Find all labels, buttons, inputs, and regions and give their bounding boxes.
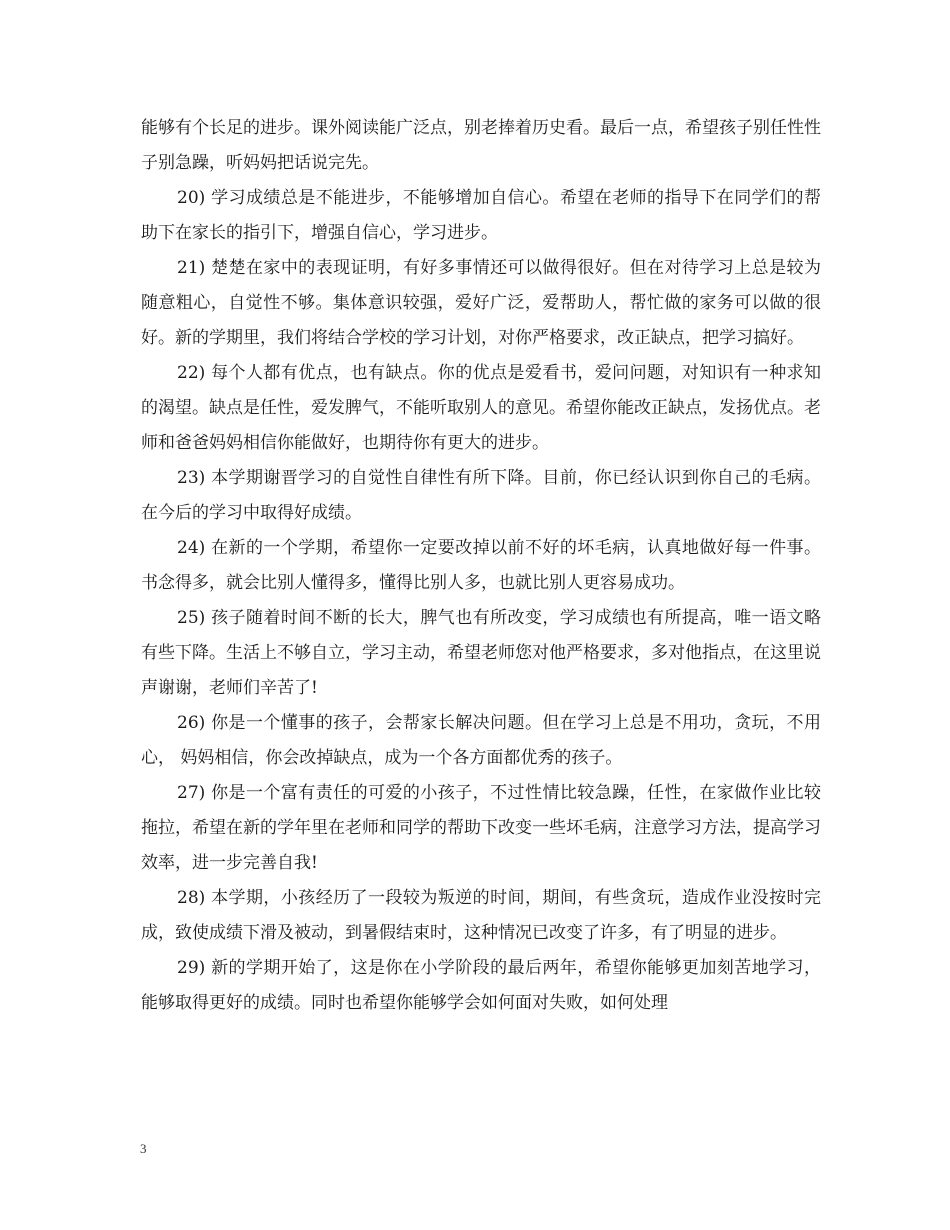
paragraph: 21) 楚楚在家中的表现证明，有好多事情还可以做得很好。但在对待学习上总是较为随意粗心，自觉性不够。集体意识较强，爱好广泛，爱帮助人，帮忙做的家务可以做的很好。新的学期里，我们将结合学校的学习计划，对你严格要求，改正缺点，把学习搞好。 <box>141 258 821 348</box>
document-body <box>141 111 821 1021</box>
paragraph: 能够有个长足的进步。课外阅读能广泛点，别老捧着历史看。最后一点，希望孩子别任性性子别急躁，听妈妈把话说完先。 <box>141 118 821 173</box>
paragraph: 27) 你是一个富有责任的可爱的小孩子，不过性情比较急躁，任性，在家做作业比较拖拉，希望在新的学年里在老师和同学的帮助下改变一些坏毛病，注意学习方法，提高学习效率，进一步完善自我! <box>141 783 821 873</box>
paragraph: 26) 你是一个懂事的孩子，会帮家长解决问题。但在学习上总是不用功，贪玩，不用心， 妈妈相信，你会改掉缺点，成为一个各方面都优秀的孩子。 <box>141 713 821 768</box>
paragraph: 25) 孩子随着时间不断的长大，脾气也有所改变，学习成绩也有所提高，唯一语文略有些下降。生活上不够自立，学习主动，希望老师您对他严格要求，多对他指点，在这里说声谢谢，老师们辛苦了! <box>141 608 821 698</box>
paragraph: 20) 学习成绩总是不能进步，不能够增加自信心。希望在老师的指导下在同学们的帮助下在家长的指引下，增强自信心，学习进步。 <box>141 188 821 243</box>
paragraph: 24) 在新的一个学期，希望你一定要改掉以前不好的坏毛病，认真地做好每一件事。书念得多，就会比别人懂得多，懂得比别人多，也就比别人更容易成功。 <box>141 538 821 593</box>
paragraph: 22) 每个人都有优点，也有缺点。你的优点是爱看书，爱问问题，对知识有一种求知的渴望。缺点是任性，爱发脾气，不能听取别人的意见。希望你能改正缺点，发扬优点。老师和爸爸妈妈相信你能做好，也期待你有更大的进步。 <box>141 363 821 453</box>
paragraph: 28) 本学期，小孩经历了一段较为叛逆的时间，期间，有些贪玩，造成作业没按时完成，致使成绩下滑及被动，到暑假结束时，这种情况已改变了许多，有了明显的进步。 <box>141 888 821 943</box>
paragraph: 23) 本学期谢晋学习的自觉性自律性有所下降。目前，你已经认识到你自己的毛病。在今后的学习中取得好成绩。 <box>141 468 821 523</box>
paragraph: 29) 新的学期开始了，这是你在小学阶段的最后两年，希望你能够更加刻苦地学习，能够取得更好的成绩。同时也希望你能够学会如何面对失败，如何处理 <box>141 958 821 1013</box>
page-number: 3 <box>140 1141 147 1156</box>
